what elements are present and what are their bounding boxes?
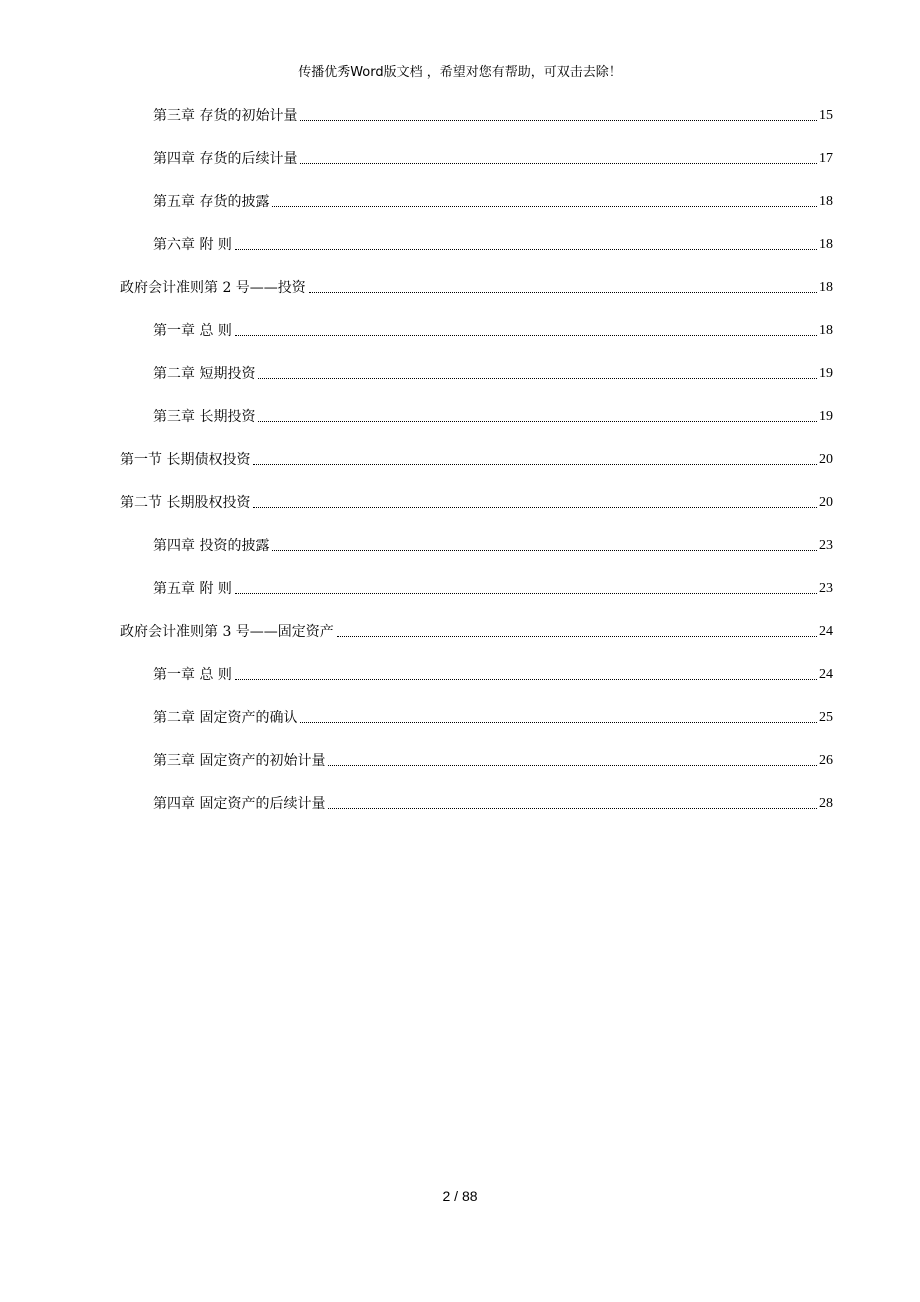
toc-entry[interactable] xyxy=(153,102,833,126)
toc-entry-title: 政府会计准则第 2 号——投资 xyxy=(120,280,306,296)
toc-dot-leader xyxy=(300,721,817,723)
toc-entry-title: 第五章 存货的披露 xyxy=(153,194,270,210)
toc-dot-leader xyxy=(300,119,817,121)
toc-entry[interactable] xyxy=(153,231,833,255)
toc-entry-page: 24 xyxy=(819,667,833,682)
toc-dot-leader xyxy=(253,463,817,465)
toc-dot-leader xyxy=(253,506,817,508)
toc-dot-leader xyxy=(235,678,817,680)
toc-entry-title: 第一章 总 则 xyxy=(153,323,232,339)
toc-entry[interactable] xyxy=(153,747,833,771)
toc-entry-title: 第三章 存货的初始计量 xyxy=(153,108,298,124)
toc-entry[interactable] xyxy=(153,704,833,728)
toc-entry-page: 26 xyxy=(819,753,833,768)
toc-entry-page: 24 xyxy=(819,624,833,639)
toc-entry-page: 18 xyxy=(819,280,833,295)
toc-entry[interactable] xyxy=(153,532,833,556)
toc-entry-page: 15 xyxy=(819,108,833,123)
toc-dot-leader xyxy=(235,592,817,594)
toc-dot-leader xyxy=(235,334,817,336)
toc-dot-leader xyxy=(300,162,817,164)
toc-entry-title: 第五章 附 则 xyxy=(153,581,232,597)
toc-entry[interactable] xyxy=(153,403,833,427)
document-header-note: 传播优秀Word版文档 ，希望对您有帮助，可双击去除！ xyxy=(298,65,622,80)
toc-entry-page: 25 xyxy=(819,710,833,725)
toc-dot-leader xyxy=(328,764,817,766)
toc-entry-page: 18 xyxy=(819,323,833,338)
toc-entry-page: 28 xyxy=(819,796,833,811)
toc-entry-page: 23 xyxy=(819,581,833,596)
toc-entry[interactable] xyxy=(153,317,833,341)
toc-entry-title: 第二节 长期股权投资 xyxy=(120,495,251,511)
toc-entry-title: 第一章 总 则 xyxy=(153,667,232,683)
toc-entry-page: 23 xyxy=(819,538,833,553)
toc-entry-page: 18 xyxy=(819,237,833,252)
toc-entry-title: 第一节 长期债权投资 xyxy=(120,452,251,468)
toc-entry[interactable] xyxy=(153,360,833,384)
toc-entry[interactable] xyxy=(120,489,833,513)
toc-entry-title: 第三章 长期投资 xyxy=(153,409,256,425)
toc-entry-title: 第六章 附 则 xyxy=(153,237,232,253)
toc-dot-leader xyxy=(337,635,817,637)
toc-entry[interactable] xyxy=(120,618,833,642)
toc-dot-leader xyxy=(258,420,817,422)
toc-dot-leader xyxy=(272,549,817,551)
toc-entry-title: 第四章 存货的后续计量 xyxy=(153,151,298,167)
toc-entry-title: 第二章 短期投资 xyxy=(153,366,256,382)
toc-entry-title: 第四章 投资的披露 xyxy=(153,538,270,554)
toc-dot-leader xyxy=(309,291,817,293)
toc-entry[interactable] xyxy=(153,188,833,212)
toc-entry-page: 19 xyxy=(819,409,833,424)
toc-entry-page: 20 xyxy=(819,495,833,510)
toc-entry[interactable] xyxy=(153,575,833,599)
toc-entry-title: 第三章 固定资产的初始计量 xyxy=(153,753,326,769)
toc-entry-page: 17 xyxy=(819,151,833,166)
toc-entry-page: 19 xyxy=(819,366,833,381)
page-number-footer: 2 / 88 xyxy=(442,1188,478,1204)
toc-entry[interactable] xyxy=(153,145,833,169)
toc-entry[interactable] xyxy=(120,446,833,470)
toc-dot-leader xyxy=(328,807,817,809)
toc-dot-leader xyxy=(258,377,817,379)
toc-entry[interactable] xyxy=(153,790,833,814)
toc-dot-leader xyxy=(272,205,817,207)
toc-entry-title: 第四章 固定资产的后续计量 xyxy=(153,796,326,812)
toc-entry-title: 第二章 固定资产的确认 xyxy=(153,710,298,726)
toc-entry[interactable] xyxy=(153,661,833,685)
toc-dot-leader xyxy=(235,248,817,250)
toc-entry-page: 18 xyxy=(819,194,833,209)
toc-entry[interactable] xyxy=(120,274,833,298)
toc-entry-title: 政府会计准则第 3 号——固定资产 xyxy=(120,624,334,640)
toc-entry-page: 20 xyxy=(819,452,833,467)
